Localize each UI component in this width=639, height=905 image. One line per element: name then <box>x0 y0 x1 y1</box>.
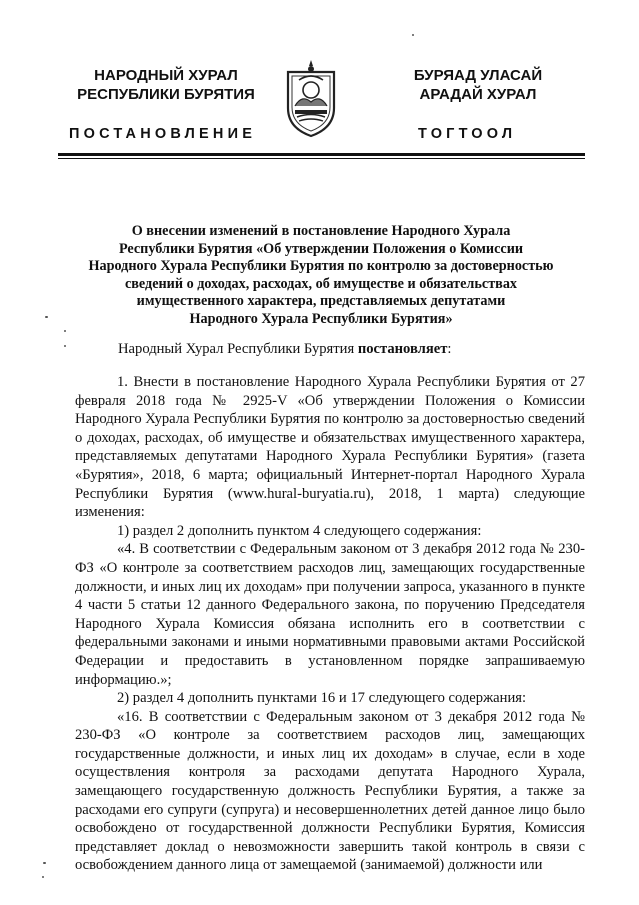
scan-speck <box>64 345 66 347</box>
enacting-clause-verb: постановляет <box>357 341 448 357</box>
enacting-clause-text: Народный Хурал Республики Бурятия <box>118 341 358 357</box>
amendment-item-1: 1) раздел 2 дополнить пунктом 4 следующего содержания: <box>117 522 482 539</box>
scan-speck <box>42 876 44 878</box>
scan-speck <box>45 316 48 318</box>
scan-speck <box>43 862 46 864</box>
quoted-clause-16: «16. В соответствии с Федеральным законом от 3 декабря 2012 года № 230-ФЗ «О контроле за соответствием расходов лиц, замещающих государственные должности, и иных лиц их доходам» в случае, если в ходе осуществления контроля за расходами депутата Народного Хурала, замещающего государственную должность Республики Бурятия, а также за расходами его супруги (супруга) и несовершеннолетних детей данное лицо было освобождено от государственной должности Республики Бурятия, Комиссия представляет доклад о невозможности завершить такой контроль в связи с освобождением данного лица от замещаемой (занимаемой) должности или <box>75 708 585 874</box>
header-divider-thin <box>58 158 585 159</box>
header-divider-thick <box>58 153 585 156</box>
title-line: Республики Бурятия «Об утверждении Положения о Комиссии <box>118 240 524 257</box>
title-line: О внесении изменений в постановление Народного Хурала <box>131 223 511 239</box>
issuer-line-2-buryat: АРАДАЙ ХУРАЛ <box>419 86 537 103</box>
title-line: имущественного характера, представляемых депутатами <box>136 293 506 309</box>
title-line: сведений о доходах, расходах, об имуществе и обязательствах <box>124 275 518 292</box>
issuer-line-1: НАРОДНЫЙ ХУРАЛ <box>94 67 238 84</box>
quoted-clause-4: «4. В соответствии с Федеральным законом от 3 декабря 2012 года № 230-ФЗ «О контроле за соответствием расходов лиц, замещающих государственные должности, и иных лиц их доходам» при получении запроса, указанного в пункте 4 части 5 статьи 12 данного Федерального закона, по поручению Председателя Народного Хурала Комиссия обязана исполнить его в соответствии с федеральными законами и иными нормативными правовыми актами Российской Федерации и предоставить в установленном порядке запрашиваемую информацию.»; <box>75 541 585 688</box>
amendment-item-2: 2) раздел 4 дополнить пунктами 16 и 17 следующего содержания: <box>117 690 527 707</box>
resolution-body <box>75 373 585 875</box>
document-title <box>62 223 580 328</box>
document-type-russian: ПОСТАНОВЛЕНИЕ <box>69 126 257 142</box>
issuer-line-1-buryat: БУРЯАД УЛАСАЙ <box>413 67 543 84</box>
issuer-line-2: РЕСПУБЛИКИ БУРЯТИЯ <box>77 86 255 103</box>
enacting-clause <box>118 341 451 358</box>
coat-of-arms-icon <box>282 58 340 138</box>
title-line: Народного Хурала Республики Бурятия по контролю за достоверностью <box>88 258 554 274</box>
scan-speck <box>412 34 414 36</box>
document-type-buryat: ТОГТООЛ <box>418 126 517 142</box>
paragraph-1: 1. Внести в постановление Народного Хурала Республики Бурятия от 27 февраля 2018 года № 2925-V «Об утверждении Положения о Комиссии Народного Хурала Республики Бурятия по контролю за достоверностью сведений о доходах, расходах, об имуществе и обязательствах имущественного характера, представляемых депутатами Народного Хурала Республики Бурятия» (газета «Бурятия», 2018, 6 марта; официальный Интернет-портал Народного Хурала Республики Бурятия (www.hural-buryatia.ru), 2018, 1 марта) следующие изменения: <box>75 374 585 521</box>
scan-speck <box>64 330 66 332</box>
title-line: Народного Хурала Республики Бурятия» <box>189 310 453 327</box>
enacting-clause-colon: : <box>447 341 452 357</box>
issuer-name-russian <box>60 66 272 104</box>
issuer-name-buryat <box>393 66 563 104</box>
